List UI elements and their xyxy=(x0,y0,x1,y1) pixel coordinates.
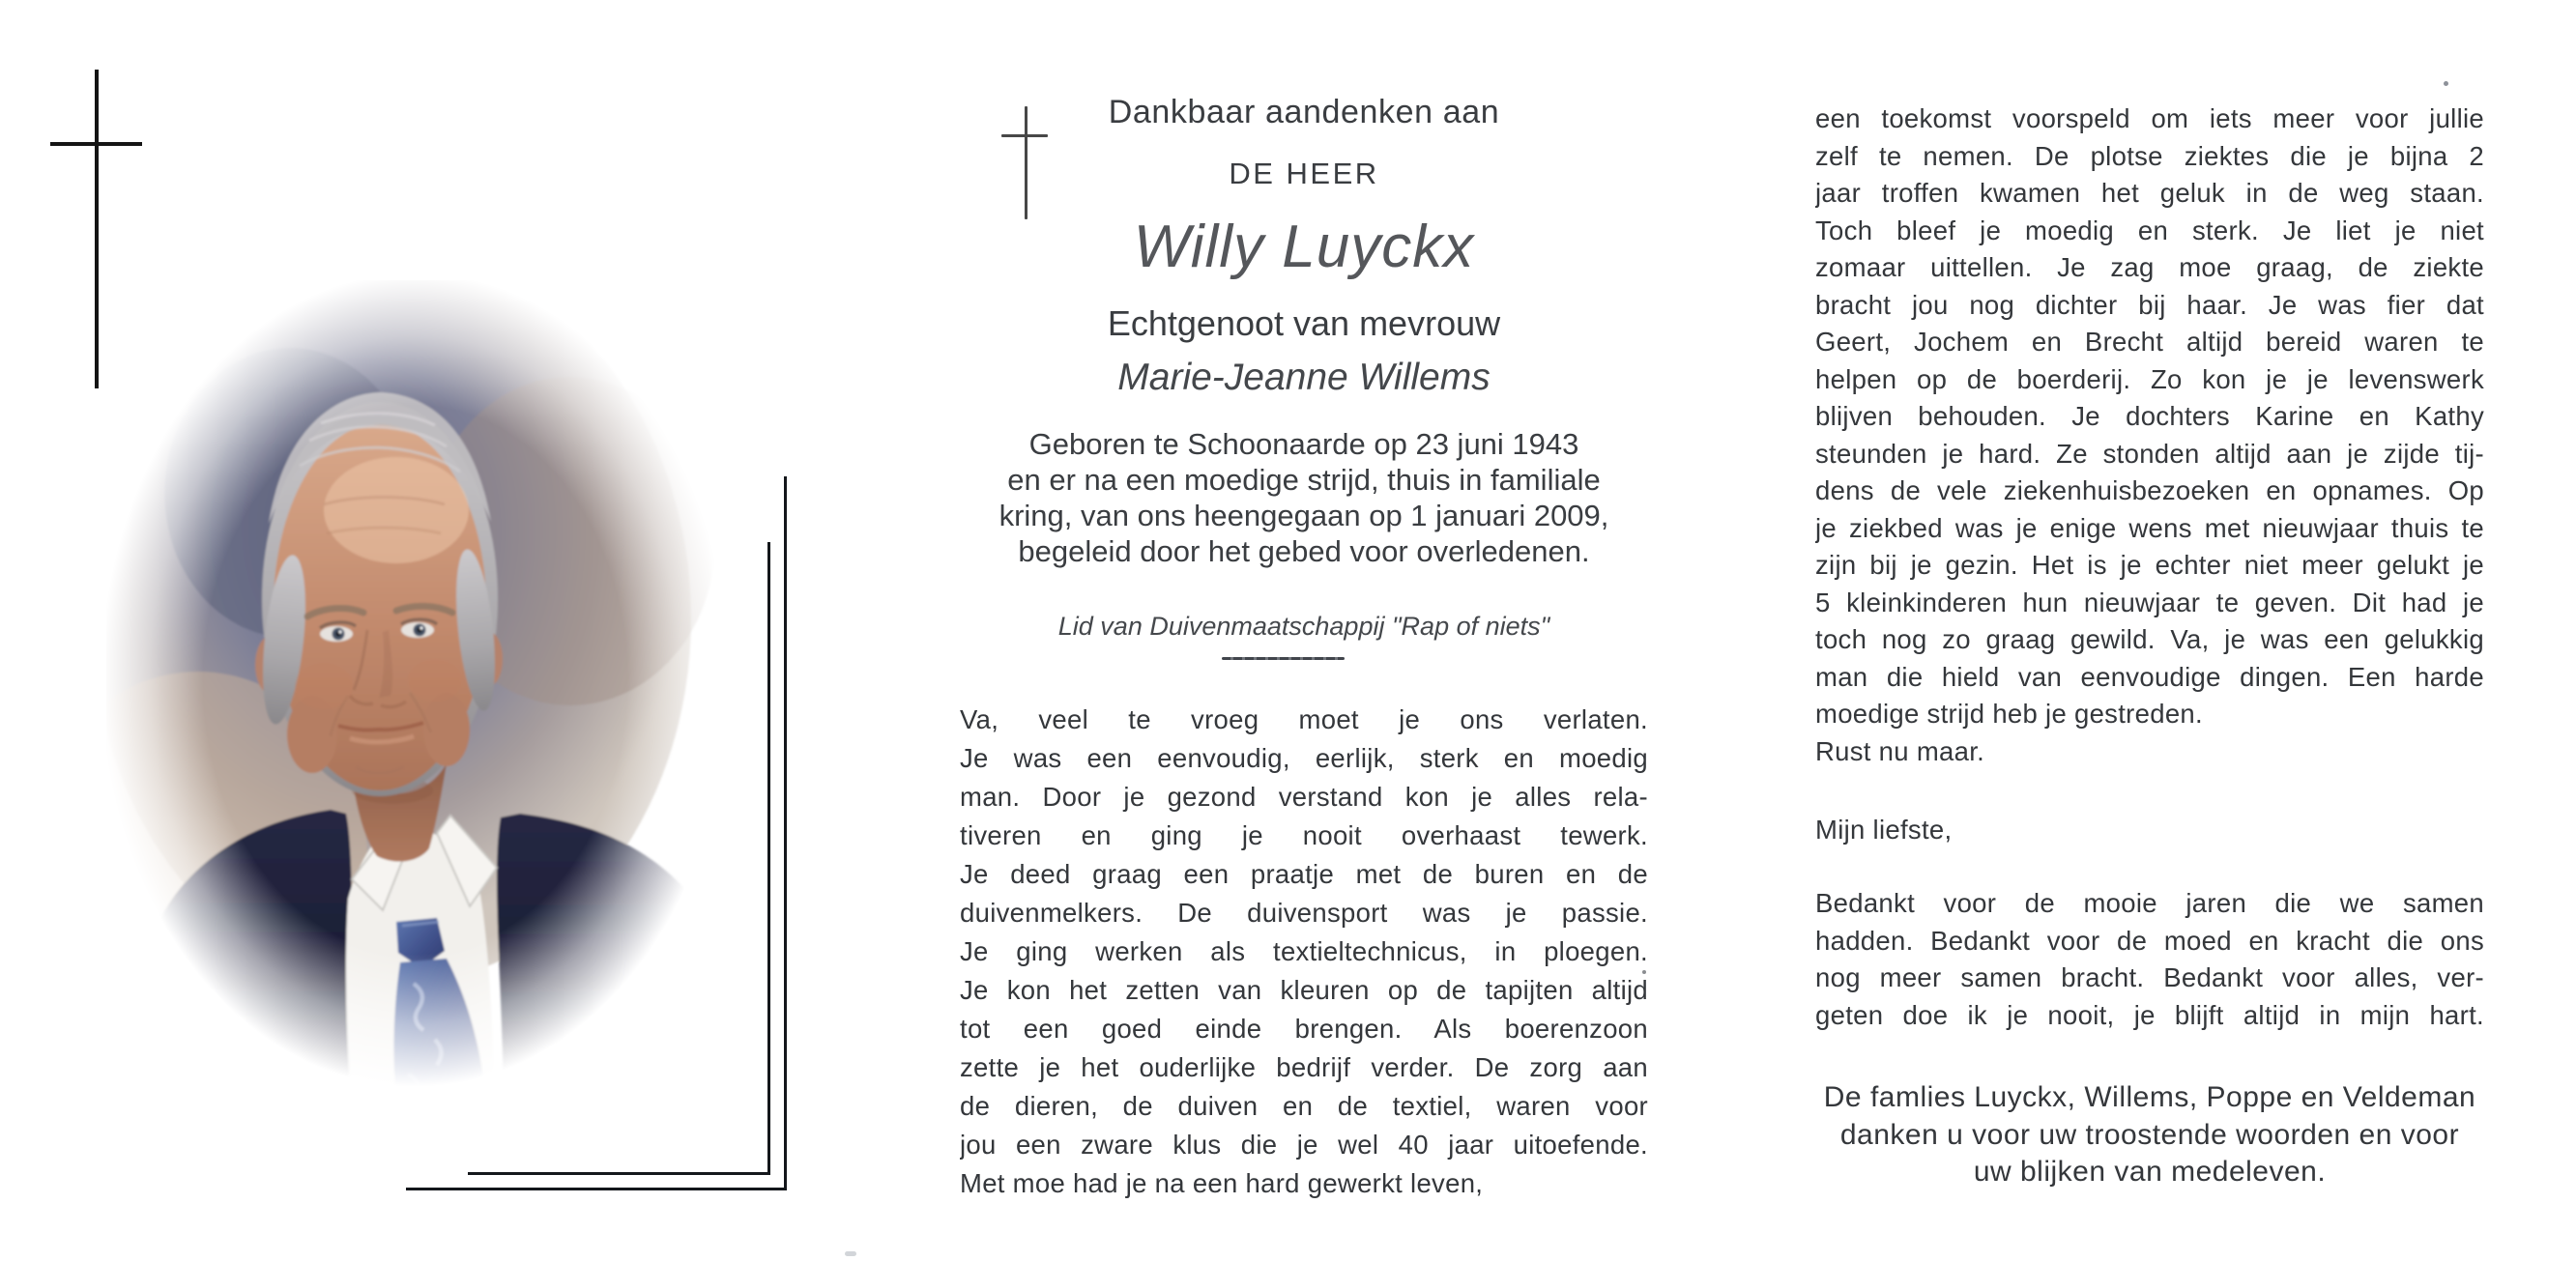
deceased-name: Willy Luyckx xyxy=(1133,214,1475,280)
text-line: zijn bij je gezin. Het is je echter niet meer gelukt je xyxy=(1815,550,2484,580)
text-line: Met moe had je na een hard gewerkt leven, xyxy=(960,1168,1484,1198)
text-line: Je ging werken als textieltechnicus, in ploegen. xyxy=(960,936,1648,966)
text-line: zelf te nemen. De plotse ziektes die je bijna 2 xyxy=(1815,140,2484,171)
text-line: een toekomst voorspeld om iets meer voor jullie xyxy=(1815,103,2484,133)
text-line: duivenmelkers. De duivensport was je passie. xyxy=(960,898,1648,928)
text-line: dens de vele ziekenhuisbezoeken en opnames. Op xyxy=(1815,475,2484,505)
text-line: moedige strijd heb je gestreden. xyxy=(1815,699,2203,729)
text-line: Je kon het zetten van kleuren op de tapijten altijd xyxy=(960,975,1648,1005)
text-line: tiveren en ging je nooit overhaast tewerk. xyxy=(960,820,1648,850)
text-line: Geboren te Schoonaarde op 23 juni 1943 xyxy=(1028,427,1579,461)
spouse-name: Marie-Jeanne Willems xyxy=(1117,357,1491,398)
text-line: nog meer samen bracht. Bedankt voor alles, ver- xyxy=(1815,962,2484,992)
family-acknowledgement xyxy=(1815,1079,2484,1191)
divider-rule xyxy=(1222,657,1345,660)
text-line: jaar troffen kwamen het geluk in de weg staan. xyxy=(1815,178,2484,208)
text-line: zette je het ouderlijke bedrijf verder. De zorg aan xyxy=(960,1052,1648,1082)
text-line: geten doe ik je nooit, je blijft altijd in mijn hart. xyxy=(1815,999,2484,1030)
scan-speck xyxy=(2444,81,2448,86)
text-line: toch nog zo graag gewild. Va, je was een gelukkig xyxy=(1815,624,2484,654)
text-line: uw blijken van medeleven. xyxy=(1973,1156,2327,1188)
text-line: de dieren, de duiven en de textiel, waren voor xyxy=(960,1091,1648,1121)
text-line: Toch bleef je moedig en sterk. Je liet je niet xyxy=(1815,215,2484,245)
text-line: man die hield van eenvoudige dingen. Een harde xyxy=(1815,661,2484,692)
text-line: Je was een eenvoudig, eerlijk, sterk en moedig xyxy=(960,743,1648,773)
text-line: tot een goed einde brengen. Als boerenzoon xyxy=(960,1014,1648,1044)
text-line: en er na een moedige strijd, thuis in familiale xyxy=(1007,463,1601,497)
dedication-text: Dankbaar aandenken aan xyxy=(1108,94,1500,130)
text-line: Bedankt voor de mooie jaren die we samen xyxy=(1815,888,2484,918)
text-line: 5 kleinkinderen hun nieuwjaar te geven. Dit had je xyxy=(1815,587,2484,617)
text-line: Va, veel te vroeg moet je ons verlaten. xyxy=(960,704,1648,734)
text-line: blijven behouden. Je dochters Karine en Kathy xyxy=(1815,401,2484,431)
text-line: steunden je hard. Ze stonden altijd aan je zijde tij- xyxy=(1815,438,2484,469)
scan-speck xyxy=(1642,970,1646,974)
honorific-text: DE HEER xyxy=(1229,157,1379,190)
portrait-photo xyxy=(106,280,764,1131)
scan-speck xyxy=(845,1251,856,1256)
text-line: Geert, Jochem en Brecht altijd bereid waren te xyxy=(1815,327,2484,357)
memorial-text-right-2 xyxy=(1815,885,2484,1034)
text-line: je ziekbed was je enige wens met nieuwjaar thuis te xyxy=(1815,512,2484,543)
text-line: bracht jou nog dichter bij haar. Je was fier dat xyxy=(1815,289,2484,320)
membership-text: Lid van Duivenmaatschappij "Rap of niets" xyxy=(1057,612,1550,641)
text-line: zomaar uittellen. Je zag moe graag, de ziekte xyxy=(1815,252,2484,282)
text-line: danken u voor uw troostende woorden en voor xyxy=(1839,1118,2460,1151)
memorial-text-middle xyxy=(960,701,1648,1203)
text-line: Rust nu maar. xyxy=(1815,735,1985,766)
memorial-text-right-1 xyxy=(1815,100,2484,770)
text-line: jou een zware klus die je wel 40 jaar uitoefende. xyxy=(960,1130,1648,1160)
text-line: hadden. Bedankt voor de moed en kracht die ons xyxy=(1815,925,2484,956)
text-line: helpen op de boerderij. Zo kon je je levenswerk xyxy=(1815,363,2484,394)
salutation-text: Mijn liefste, xyxy=(1815,815,1953,845)
text-line: begeleid door het gebed voor overledenen. xyxy=(1018,534,1590,568)
life-dates-block xyxy=(960,426,1648,569)
spouse-intro-text: Echtgenoot van mevrouw xyxy=(1107,303,1501,343)
text-line: Je deed graag een praatje met de buren en de xyxy=(960,859,1648,889)
text-line: man. Door je gezond verstand kon je alles rela- xyxy=(960,782,1648,812)
text-line: De famlies Luyckx, Willems, Poppe en Veldeman xyxy=(1823,1081,2476,1113)
text-line: kring, van ons heengegaan op 1 januari 2009, xyxy=(999,499,1609,532)
